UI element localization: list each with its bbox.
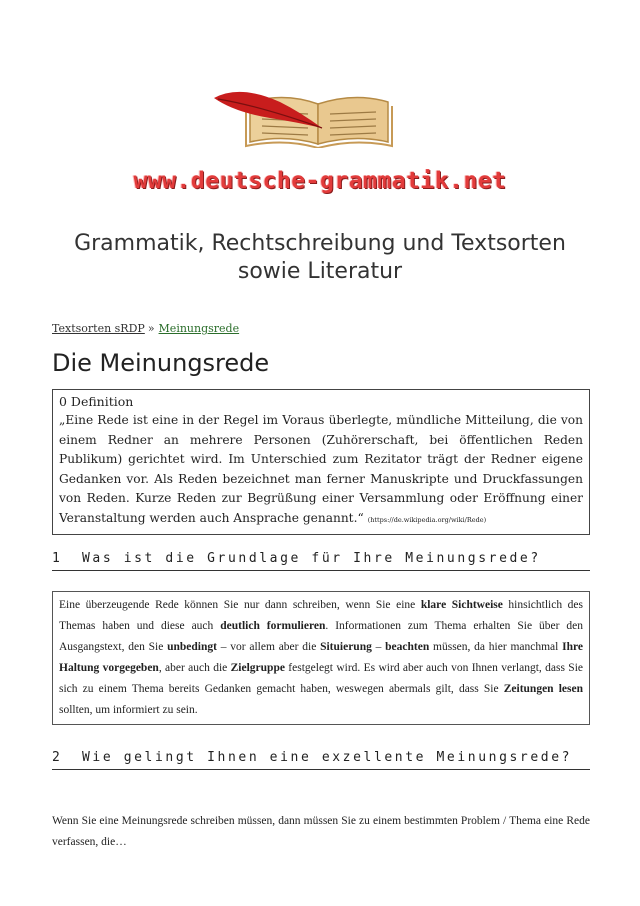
breadcrumb [52,322,239,335]
section-title: Was ist die Grundlage für Ihre Meinungsrede? [82,551,541,566]
section-2-text: Wenn Sie eine Meinungsrede schreiben müssen, dann müssen Sie zu einem bestimmten Problem / Thema eine Rede verfassen, die… [52,815,590,848]
site-logo[interactable] [0,88,640,198]
breadcrumb-current[interactable]: Meinungsrede [158,322,240,335]
text-segment: müssen, da hier manchmal [429,641,563,653]
text-segment: , aber auch die [158,662,231,674]
bold-term: Situierung [320,641,372,653]
text-segment: – vor allem aber die [216,641,321,653]
bold-term: Zeitungen lesen [503,683,583,695]
section-number: 1 [52,551,63,566]
definition-heading: 0 Definition [59,394,134,409]
bold-term: Zielgruppe [230,662,285,674]
site-title: Grammatik, Rechtschreibung und Textsorten sowie Literatur [74,231,566,284]
definition-quote: „Eine Rede ist eine in der Regel im Voraus überlegte, mündliche Mitteilung, die von einem Redner an mehrere Personen (Zuhörerschaft, bei öffentlichen Reden Publikum) gerichtet wird. Im Unterschied zum Rezitator trägt der Redner eigene Gedanken vor. Als Reden bezeichnet man ferner Manuskripte und Druckfassungen von Reden. Kurze Reden zur Begrüßung einer Versammlung oder Eröffnung einer Veranstaltung werden auch Ansprache genannt.“ [59,413,583,525]
bold-term: unbedingt [167,641,217,653]
text-segment: festgelegt wird. Es wird aber auch von Ihnen verlangt, dass Sie sich zu einem Thema bereits Gedanken gemacht haben, weswegen abermals gilt, dass Sie [59,662,583,695]
text-segment: hinsichtlich des Themas haben und diese auch [59,599,584,632]
breadcrumb-separator: » [147,322,155,335]
breadcrumb-link-textsorten[interactable]: Textsorten sRDP [52,322,145,335]
page-title: Die Meinungsrede [52,349,270,377]
section-title: Wie gelingt Ihnen eine exzellente Meinungsrede? [82,750,573,765]
bold-term: deutlich formulieren [220,620,326,632]
text-segment: Eine überzeugende Rede können Sie nur dann schreiben, wenn Sie eine [59,599,421,611]
bold-term: klare Sichtweise [420,599,503,611]
definition-box [52,389,590,535]
section-number: 2 [52,750,63,765]
text-segment: sollten, um informiert zu sein. [59,704,198,716]
section-heading-2 [52,750,590,770]
section-heading-1 [52,551,590,571]
definition-source: (https://de.wikipedia.org/wiki/Rede) [367,515,487,524]
open-book-icon [210,88,430,148]
text-segment: . Informationen zum Thema erhalten Sie über den Ausgangstext, den Sie [59,620,583,653]
section-1-text-box [52,591,590,725]
logo-text: www.deutsche-grammatik.net [133,168,507,194]
definition-text [59,411,583,530]
text-segment: – [371,641,386,653]
bold-term: Ihre Haltung vorgegeben [59,641,584,674]
bold-term: beachten [385,641,430,653]
